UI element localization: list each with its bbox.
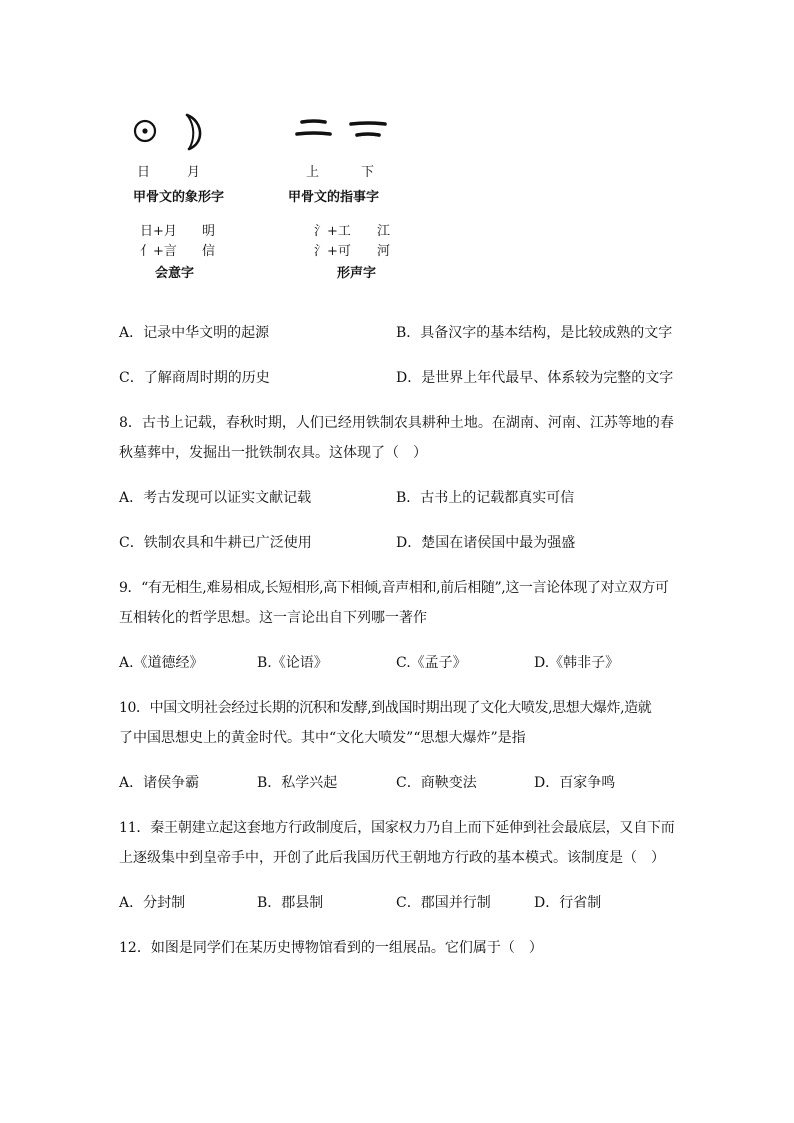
q9-option-a[interactable]: A.《道德经》	[119, 655, 204, 671]
ideographic-formula-2: 亻+言	[140, 244, 177, 259]
q8-option-c[interactable]: C．铁制农具和牛耕已广泛使用	[119, 535, 312, 551]
q11-option-a[interactable]: A．分封制	[119, 895, 186, 911]
shang-indicative-icon	[296, 119, 332, 139]
ideographic-result-1: 明	[202, 224, 216, 239]
q10-option-a[interactable]: A．诸侯争霸	[119, 775, 200, 791]
phonetic-caption: 形声字	[337, 266, 377, 281]
q11-option-c[interactable]: C．郡国并行制	[396, 895, 491, 911]
q9-option-c[interactable]: C.《孟子》	[396, 655, 467, 671]
q8-option-d[interactable]: D．楚国在诸侯国中最为强盛	[396, 535, 576, 551]
q11-option-b[interactable]: B．郡县制	[257, 895, 324, 911]
phonetic-result-2: 河	[377, 244, 391, 259]
q8-option-b[interactable]: B．古书上的记载都真实可信	[396, 490, 575, 506]
q7-option-d[interactable]: D．是世界上年代最早、体系较为完整的文字	[396, 370, 674, 386]
q9-option-d[interactable]: D.《韩非子》	[534, 655, 620, 671]
q7-option-a[interactable]: A．记录中华文明的起源	[119, 325, 270, 341]
pictograph-char-ri: 日	[137, 165, 151, 180]
q10-option-b[interactable]: B．私学兴起	[257, 775, 338, 791]
q11-option-d[interactable]: D．行省制	[534, 895, 602, 911]
ideographic-result-2: 信	[202, 244, 216, 259]
q10-option-d[interactable]: D．百家争鸣	[534, 775, 616, 791]
indicative-char-shang: 上	[306, 165, 320, 180]
q10-stem-line-2: 了中国思想史上的黄金时代。其中“文化大喷发”“思想大爆炸”是指	[119, 730, 526, 746]
indicative-caption: 甲骨文的指事字	[288, 190, 380, 205]
q11-stem-line-1: 11．秦王朝建立起这套地方行政制度后，国家权力乃自上而下延伸到社会最底层，又自下而	[119, 820, 675, 836]
q9-option-b[interactable]: B.《论语》	[257, 655, 328, 671]
q8-stem-line-2: 秋墓葬中，发掘出一批铁制农具。这体现了（ ）	[119, 445, 427, 461]
q9-stem-line-2: 互相转化的哲学思想。这一言论出自下列哪一著作	[119, 610, 427, 626]
sun-pictograph-icon	[133, 119, 157, 143]
q8-option-a[interactable]: A．考古发现可以证实文献记载	[119, 490, 312, 506]
q7-option-b[interactable]: B．具备汉字的基本结构，是比较成熟的文字	[396, 325, 673, 341]
q10-stem-line-1: 10．中国文明社会经过长期的沉积和发酵,到战国时期出现了文化大喷发,思想大爆炸,造就	[119, 700, 652, 716]
xia-indicative-icon	[349, 120, 387, 140]
moon-pictograph-icon	[183, 113, 207, 151]
indicative-char-xia: 下	[361, 165, 375, 180]
q10-option-c[interactable]: C．商鞅变法	[396, 775, 477, 791]
q9-stem-line-1: 9．“有无相生,难易相成,长短相形,高下相倾,音声相和,前后相随”,这一言论体现了对立双方可	[119, 580, 669, 596]
q8-stem-line-1: 8．古书上记载，春秋时期，人们已经用铁制农具耕种土地。在湖南、河南、江苏等地的春	[119, 415, 674, 431]
ideographic-caption: 会意字	[155, 266, 195, 281]
ideographic-formula-1: 日+月	[140, 224, 177, 239]
q12-stem-line-1: 12．如图是同学们在某历史博物馆看到的一组展品。它们属于（ ）	[119, 940, 543, 956]
phonetic-formula-2: 氵+可	[314, 244, 351, 259]
phonetic-formula-1: 氵+工	[314, 224, 351, 239]
phonetic-result-1: 江	[377, 224, 391, 239]
q7-option-c[interactable]: C．了解商周时期的历史	[119, 370, 270, 386]
pictographic-caption: 甲骨文的象形字	[133, 190, 225, 205]
q11-stem-line-2: 上逐级集中到皇帝手中，开创了此后我国历代王朝地方行政的基本模式。该制度是（ ）	[119, 850, 665, 866]
pictograph-char-yue: 月	[187, 165, 201, 180]
